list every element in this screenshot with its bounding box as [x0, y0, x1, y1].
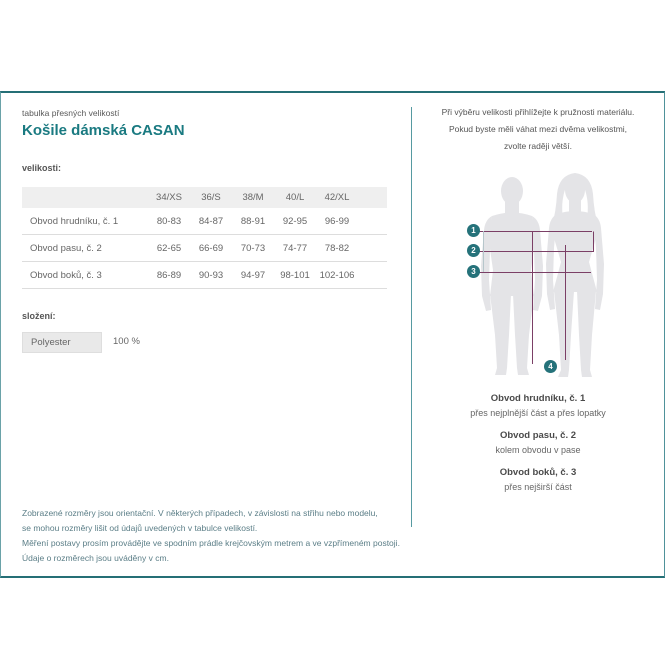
cell-value: 62-65 — [156, 242, 182, 254]
marker-badge-4: 4 — [544, 360, 557, 373]
intro-line: Při výběru velikosti přihlížejte k pružnosti materiálu. — [441, 107, 635, 117]
legend-description: přes nejplnější část a přes lopatky — [470, 408, 606, 418]
intro-line: zvolte raději větší. — [503, 141, 573, 151]
row-label: Obvod boků, č. 3 — [30, 269, 102, 281]
footnote-line: Údaje o rozměrech jsou uváděny v cm. — [22, 553, 169, 563]
size-column-header: 36/S — [201, 192, 221, 203]
size-column-header: 34/XS — [156, 192, 182, 203]
composition-section-label: složení: — [22, 311, 56, 321]
material-cell: Polyester — [22, 332, 102, 353]
cell-value: 80-83 — [156, 215, 182, 227]
row-label: Obvod hrudníku, č. 1 — [30, 215, 119, 227]
cell-value: 102-106 — [319, 269, 355, 281]
cell-value: 90-93 — [198, 269, 224, 281]
size-table-header-row — [22, 187, 387, 208]
measurement-legend — [413, 391, 663, 502]
vertical-divider — [411, 107, 412, 527]
cell-value: 98-101 — [280, 269, 310, 281]
size-column-header: 40/L — [285, 192, 305, 203]
marker-badge-3: 3 — [467, 265, 480, 278]
size-column-header: 42/XL — [324, 192, 350, 203]
cell-value: 66-69 — [198, 242, 224, 254]
cell-value: 78-82 — [324, 242, 350, 254]
legend-title: Obvod pasu, č. 2 — [499, 430, 577, 441]
cell-value: 96-99 — [324, 215, 350, 227]
footnote-line: Zobrazené rozměry jsou orientační. V některých případech, v závislosti na střihu nebo modelu, — [22, 508, 378, 518]
size-column-header: 38/M — [242, 192, 264, 203]
footnote-line: se mohou rozměry lišit od údajů uvedených v tabulce velikostí. — [22, 523, 258, 533]
footnotes — [22, 506, 400, 566]
cell-value: 70-73 — [240, 242, 266, 254]
cell-value: 84-87 — [198, 215, 224, 227]
cell-value: 94-97 — [240, 269, 266, 281]
table-eyebrow: tabulka přesných velikostí — [22, 108, 120, 118]
legend-title: Obvod hrudníku, č. 1 — [490, 393, 586, 404]
material-percentage: 100 % — [113, 336, 140, 347]
legend-title: Obvod boků, č. 3 — [499, 467, 577, 478]
table-row — [22, 235, 387, 262]
intro-line: Pokud byste měli váhat mezi dvěma velikostmi, — [448, 124, 628, 134]
product-title: Košile dámská CASAN — [22, 122, 185, 139]
table-row — [22, 262, 387, 289]
size-guide-intro — [413, 104, 663, 155]
size-table — [22, 187, 387, 289]
row-label: Obvod pasu, č. 2 — [30, 242, 102, 254]
table-row — [22, 208, 387, 235]
legend-description: přes nejširší část — [504, 482, 572, 492]
female-silhouette — [546, 173, 604, 377]
cell-value: 92-95 — [282, 215, 308, 227]
marker-badge-2: 2 — [467, 244, 480, 257]
cell-value: 88-91 — [240, 215, 266, 227]
legend-description: kolem obvodu v pase — [495, 445, 581, 455]
footnote-line: Měření postavy prosím provádějte ve spodním prádle krejčovským metrem a ve vzpřímeném postoji. — [22, 538, 400, 548]
marker-badge-1: 1 — [467, 224, 480, 237]
sizes-section-label: velikosti: — [22, 163, 62, 173]
cell-value: 86-89 — [156, 269, 182, 281]
cell-value: 74-77 — [282, 242, 308, 254]
male-silhouette — [481, 177, 543, 375]
